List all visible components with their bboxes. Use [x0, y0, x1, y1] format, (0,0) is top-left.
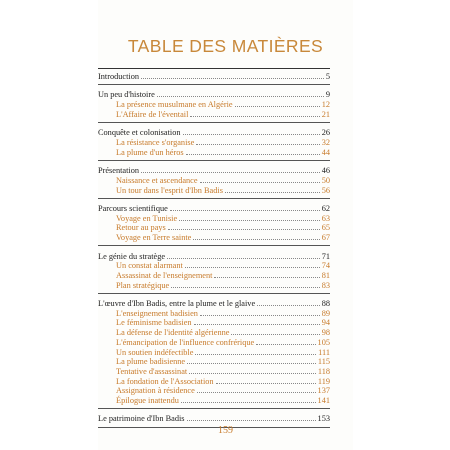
toc-item-label: L'enseignement badisien	[116, 308, 198, 318]
toc-section	[98, 90, 330, 100]
toc-section-page: 88	[321, 299, 330, 309]
dot-leader	[200, 309, 320, 316]
toc-section-label: Le génie du stratège	[98, 251, 166, 261]
dot-leader	[157, 90, 324, 97]
toc-item-page: 32	[321, 138, 330, 147]
dot-leader	[200, 176, 320, 183]
toc-item	[98, 233, 330, 243]
toc-item-label: La plume badisienne	[116, 357, 186, 367]
dot-leader	[196, 138, 319, 145]
dot-leader	[187, 357, 316, 364]
toc-section	[98, 166, 330, 176]
toc-section-page: 46	[321, 166, 330, 176]
toc-item-label: Tentative d'assassinat	[116, 366, 188, 376]
toc-item-page: 119	[317, 376, 330, 386]
toc-section-page: 5	[325, 72, 330, 81]
toc-section	[98, 128, 330, 138]
toc-item-page: 111	[318, 347, 330, 357]
toc-item	[98, 357, 330, 367]
toc-item	[98, 271, 330, 281]
toc-item	[98, 348, 330, 358]
toc-item	[98, 396, 330, 406]
dot-leader	[194, 318, 320, 325]
dot-leader	[185, 261, 320, 268]
toc-item-label: Assassinat de l'enseignement	[116, 270, 213, 280]
dot-leader	[214, 271, 319, 278]
book-page	[98, 0, 353, 450]
toc-item-page: 105	[317, 337, 330, 347]
toc-item-page: 94	[321, 318, 330, 328]
toc-section-label: Introduction	[98, 72, 140, 81]
dot-leader	[141, 72, 324, 79]
toc-item	[98, 214, 330, 224]
toc-item-page: 141	[317, 395, 330, 405]
toc-item-page: 67	[321, 233, 330, 243]
toc-item	[98, 328, 330, 338]
toc-item-label: L'émancipation de l'influence confrérique	[116, 337, 255, 347]
toc-item-label: Épilogue inattendu	[116, 395, 179, 405]
dot-leader	[170, 204, 320, 211]
divider	[98, 68, 330, 69]
toc-section-label: L'œuvre d'Ibn Badis, entre la plume et le glaive	[98, 299, 256, 309]
section-divider	[98, 198, 330, 199]
toc-item	[98, 318, 330, 328]
toc-item	[98, 110, 330, 120]
dot-leader	[257, 299, 320, 306]
toc-item-page: 63	[321, 213, 330, 223]
section-divider	[98, 408, 330, 409]
toc-item-page: 83	[321, 280, 330, 290]
page-number: 159	[218, 425, 233, 436]
toc-item-page: 118	[317, 366, 330, 376]
dot-leader	[216, 377, 316, 384]
section-divider	[98, 245, 330, 246]
toc-item-label: La présence musulmane en Algérie	[116, 100, 233, 110]
toc-item-label: La défense de l'identité algérienne	[116, 328, 230, 338]
dot-leader	[171, 281, 319, 288]
toc-item-label: Assignation à résidence	[116, 386, 195, 396]
toc-item-page: 98	[321, 328, 330, 338]
toc-item-label: Retour au pays	[116, 223, 166, 233]
toc-item-label: Plan stratégique	[116, 280, 170, 290]
toc-item-label: La plume d'un héros	[116, 147, 184, 157]
toc-item	[98, 186, 330, 196]
toc-item-label: Naissance et ascendance	[116, 175, 198, 185]
toc-item	[98, 338, 330, 348]
toc-item	[98, 138, 330, 148]
toc-section-label: Le patrimoine d'Ibn Badis	[98, 414, 185, 424]
toc-item	[98, 261, 330, 271]
toc-section-page: 71	[321, 251, 330, 261]
toc-item-label: Un soutien indéfectible	[116, 347, 194, 357]
section-divider	[98, 293, 330, 294]
dot-leader	[235, 100, 320, 107]
toc-item-page: 12	[321, 100, 330, 110]
toc-section-page: 153	[317, 414, 330, 424]
toc-section	[98, 414, 330, 424]
toc-section-label: Un peu d'histoire	[98, 90, 155, 100]
toc-item-page: 137	[317, 386, 330, 396]
toc-section	[98, 299, 330, 309]
toc-section	[98, 72, 330, 82]
toc-item-page: 89	[321, 308, 330, 318]
toc-item-page: 50	[321, 175, 330, 185]
dot-leader	[186, 148, 320, 155]
dot-leader	[141, 166, 320, 173]
toc-item-page: 56	[321, 185, 330, 195]
toc-item-page: 44	[321, 147, 330, 157]
toc-section-label: Parcours scientifique	[98, 204, 168, 213]
toc-item	[98, 100, 330, 110]
toc-item-label: Un constat alarmant	[116, 261, 183, 271]
toc-item-label: La fondation de l'Association	[116, 376, 214, 386]
toc-section	[98, 252, 330, 262]
toc-section-label: Présentation	[98, 166, 140, 176]
toc-item-page: 21	[321, 109, 330, 119]
toc-section-label: Conquête et colonisation	[98, 128, 181, 138]
dot-leader	[231, 328, 319, 335]
dot-leader	[190, 110, 319, 117]
toc-item-label: Voyage en Terre sainte	[116, 233, 192, 243]
toc-item-label: Un tour dans l'esprit d'Ibn Badis	[116, 185, 223, 195]
toc-item	[98, 367, 330, 377]
section-divider	[98, 122, 330, 123]
toc-item	[98, 386, 330, 396]
toc-item	[98, 281, 330, 291]
dot-leader	[183, 128, 320, 135]
dot-leader	[167, 252, 320, 259]
dot-leader	[168, 223, 320, 230]
toc-item-page: 74	[321, 261, 330, 271]
section-divider	[98, 160, 330, 161]
page-title: TABLE DES MATIÈRES	[127, 36, 324, 56]
toc-item-page: 115	[317, 357, 330, 367]
toc-section-page: 62	[321, 204, 330, 213]
toc-item-label: Le féminisme badisien	[116, 318, 192, 328]
toc-section-page: 9	[325, 90, 330, 100]
table-of-contents	[98, 72, 330, 428]
dot-leader	[225, 186, 320, 193]
toc-item-page: 81	[321, 270, 330, 280]
section-divider	[98, 84, 330, 85]
toc-item-label: Voyage en Tunisie	[116, 213, 178, 223]
dot-leader	[197, 386, 316, 393]
toc-item	[98, 309, 330, 319]
toc-item	[98, 377, 330, 387]
dot-leader	[193, 233, 319, 240]
toc-item-label: L'Affaire de l'éventail	[116, 109, 189, 119]
toc-item-page: 65	[321, 223, 330, 233]
dot-leader	[256, 338, 315, 345]
toc-section-page: 26	[321, 128, 330, 138]
dot-leader	[195, 348, 316, 355]
toc-item	[98, 148, 330, 158]
dot-leader	[181, 396, 316, 403]
toc-item-label: La résistance s'organise	[116, 138, 195, 147]
dot-leader	[187, 414, 316, 421]
toc-item	[98, 223, 330, 233]
dot-leader	[179, 214, 320, 221]
toc-section	[98, 204, 330, 214]
dot-leader	[189, 367, 316, 374]
toc-item	[98, 176, 330, 186]
